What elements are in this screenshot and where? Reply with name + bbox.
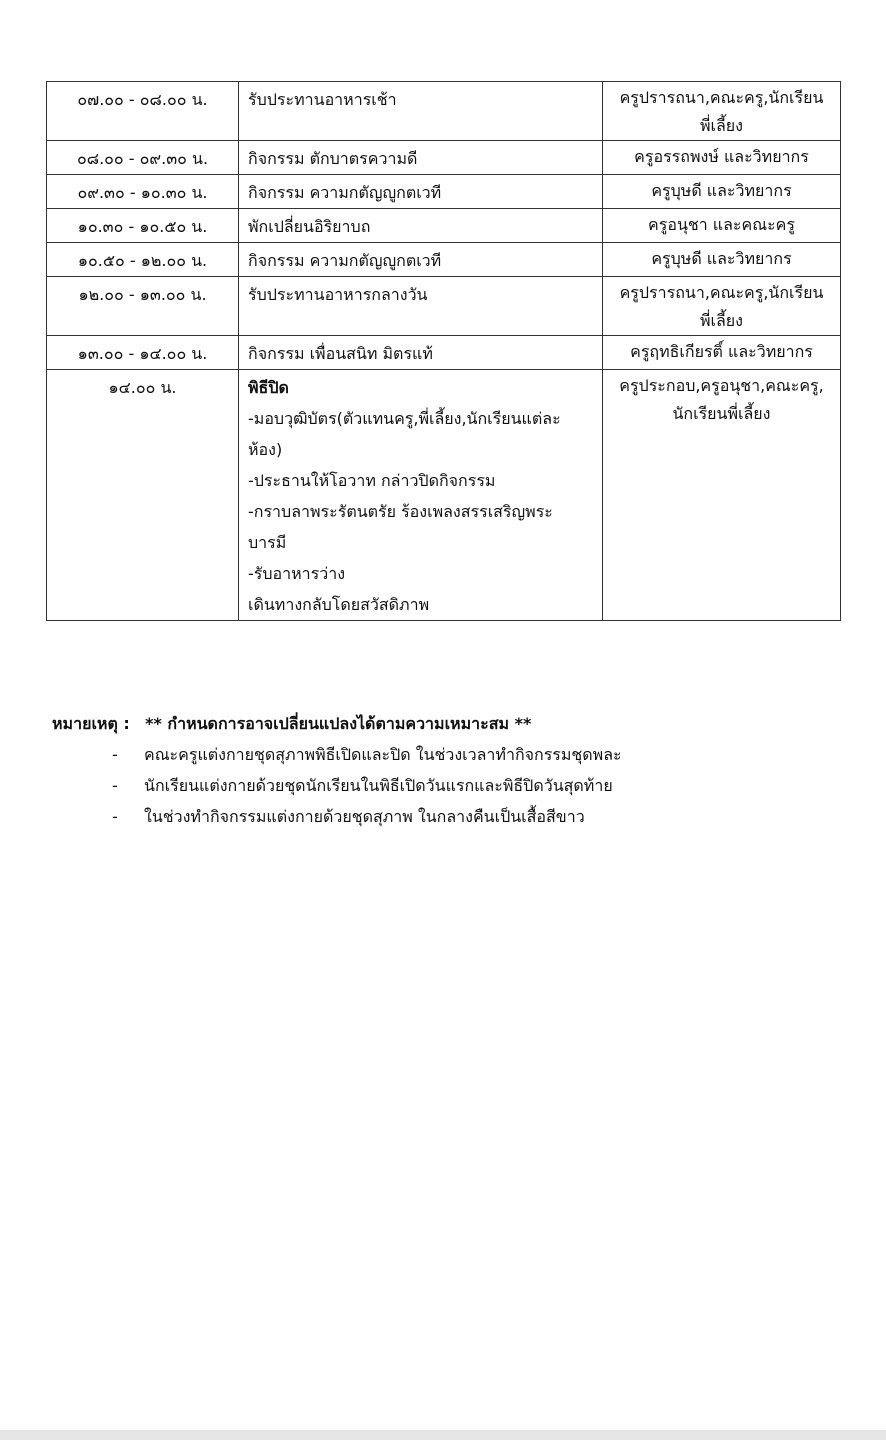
responsible-text: ครูปรารถนา,คณะครู,นักเรียน xyxy=(619,283,824,302)
schedule-table xyxy=(46,81,841,621)
activity-text: กิจกรรม เพื่อนสนิท มิตรแท้ xyxy=(248,344,433,363)
responsible-text: ครูบุษดี และวิทยากร xyxy=(651,249,792,268)
responsible-cell xyxy=(603,277,841,336)
time-cell: ๑๔.๐๐ น. xyxy=(47,370,239,621)
responsible-text: ครูบุษดี และวิทยากร xyxy=(651,181,792,200)
bottom-scroll-bar xyxy=(0,1430,886,1440)
table-row xyxy=(47,370,841,621)
list-item xyxy=(52,739,852,770)
activity-text: รับประทานอาหารกลางวัน xyxy=(248,285,428,304)
activity-cell xyxy=(239,141,603,175)
remark-text: คณะครูแต่งกายชุดสุภาพพิธีเปิดและปิด ในช่วงเวลาทำกิจกรรมชุดพละ xyxy=(144,745,622,764)
table-row xyxy=(47,141,841,175)
time-cell: ๐๙.๓๐ - ๑๐.๓๐ น. xyxy=(47,175,239,209)
activity-cell xyxy=(239,277,603,336)
responsible-cell xyxy=(603,175,841,209)
remarks-header xyxy=(52,708,852,739)
activity-cell xyxy=(239,175,603,209)
responsible-text: ครูอนุชา และคณะครู xyxy=(648,215,795,234)
responsible-cell xyxy=(603,370,841,621)
table-row xyxy=(47,209,841,243)
activity-cell xyxy=(239,370,603,621)
responsible-text: ครูประกอบ,ครูอนุชา,คณะครู, xyxy=(619,376,824,395)
remarks-label: หมายเหตุ : xyxy=(52,714,130,733)
bullet-dash: - xyxy=(112,776,118,795)
activity-text: รับประทานอาหารเช้า xyxy=(248,90,397,109)
responsible-cell xyxy=(603,141,841,175)
activity-text: ห้อง) xyxy=(248,440,283,459)
activity-cell xyxy=(239,209,603,243)
activity-text: กิจกรรม ความกตัญญูกตเวที xyxy=(248,251,442,270)
responsible-cell xyxy=(603,82,841,141)
table-row xyxy=(47,277,841,336)
responsible-text: พี่เลี้ยง xyxy=(699,311,743,330)
time-cell: ๐๗.๐๐ - ๐๘.๐๐ น. xyxy=(47,82,239,141)
list-item xyxy=(52,801,852,832)
bullet-dash: - xyxy=(112,807,118,826)
activity-text: เดินทางกลับโดยสวัสดิภาพ xyxy=(248,595,430,614)
activity-text: กิจกรรม ความกตัญญูกตเวที xyxy=(248,183,442,202)
remarks-note: ** กำหนดการอาจเปลี่ยนแปลงได้ตามความเหมาะสม ** xyxy=(145,714,532,733)
activity-cell xyxy=(239,243,603,277)
table-row xyxy=(47,243,841,277)
time-cell: ๑๒.๐๐ - ๑๓.๐๐ น. xyxy=(47,277,239,336)
table-row xyxy=(47,336,841,370)
responsible-cell xyxy=(603,243,841,277)
responsible-text: ครูปรารถนา,คณะครู,นักเรียน xyxy=(619,88,824,107)
table-row xyxy=(47,175,841,209)
closing-ceremony-title: พิธีปิด xyxy=(248,378,289,397)
responsible-text: ครูอรรถพงษ์ และวิทยากร xyxy=(634,147,809,166)
activity-text: -มอบวุฒิบัตร(ตัวแทนครู,พี่เลี้ยง,นักเรียนแต่ละ xyxy=(248,409,561,428)
remark-text: นักเรียนแต่งกายด้วยชุดนักเรียนในพิธีเปิดวันแรกและพิธีปิดวันสุดท้าย xyxy=(144,776,613,795)
table-row xyxy=(47,82,841,141)
activity-text: พักเปลี่ยนอิริยาบถ xyxy=(248,217,371,236)
bullet-dash: - xyxy=(112,745,118,764)
activity-cell xyxy=(239,82,603,141)
responsible-text: นักเรียนพี่เลี้ยง xyxy=(672,404,771,423)
time-cell: ๑๓.๐๐ - ๑๔.๐๐ น. xyxy=(47,336,239,370)
remark-text: ในช่วงทำกิจกรรมแต่งกายด้วยชุดสุภาพ ในกลางคืนเป็นเสื้อสีขาว xyxy=(144,807,585,826)
time-cell: ๑๐.๓๐ - ๑๐.๕๐ น. xyxy=(47,209,239,243)
activity-cell xyxy=(239,336,603,370)
list-item xyxy=(52,770,852,801)
activity-text: -กราบลาพระรัตนตรัย ร้องเพลงสรรเสริญพระ xyxy=(248,502,553,521)
activity-text: -ประธานให้โอวาท กล่าวปิดกิจกรรม xyxy=(248,471,496,490)
responsible-text: ครูฤทธิเกียรติ์ และวิทยากร xyxy=(630,342,813,361)
responsible-cell xyxy=(603,336,841,370)
time-cell: ๐๘.๐๐ - ๐๙.๓๐ น. xyxy=(47,141,239,175)
responsible-cell xyxy=(603,209,841,243)
responsible-text: พี่เลี้ยง xyxy=(699,116,743,135)
activity-text: กิจกรรม ตักบาตรความดี xyxy=(248,149,418,168)
remarks-section xyxy=(52,708,852,832)
activity-text: บารมี xyxy=(248,533,287,552)
time-cell: ๑๐.๕๐ - ๑๒.๐๐ น. xyxy=(47,243,239,277)
activity-text: -รับอาหารว่าง xyxy=(248,564,346,583)
